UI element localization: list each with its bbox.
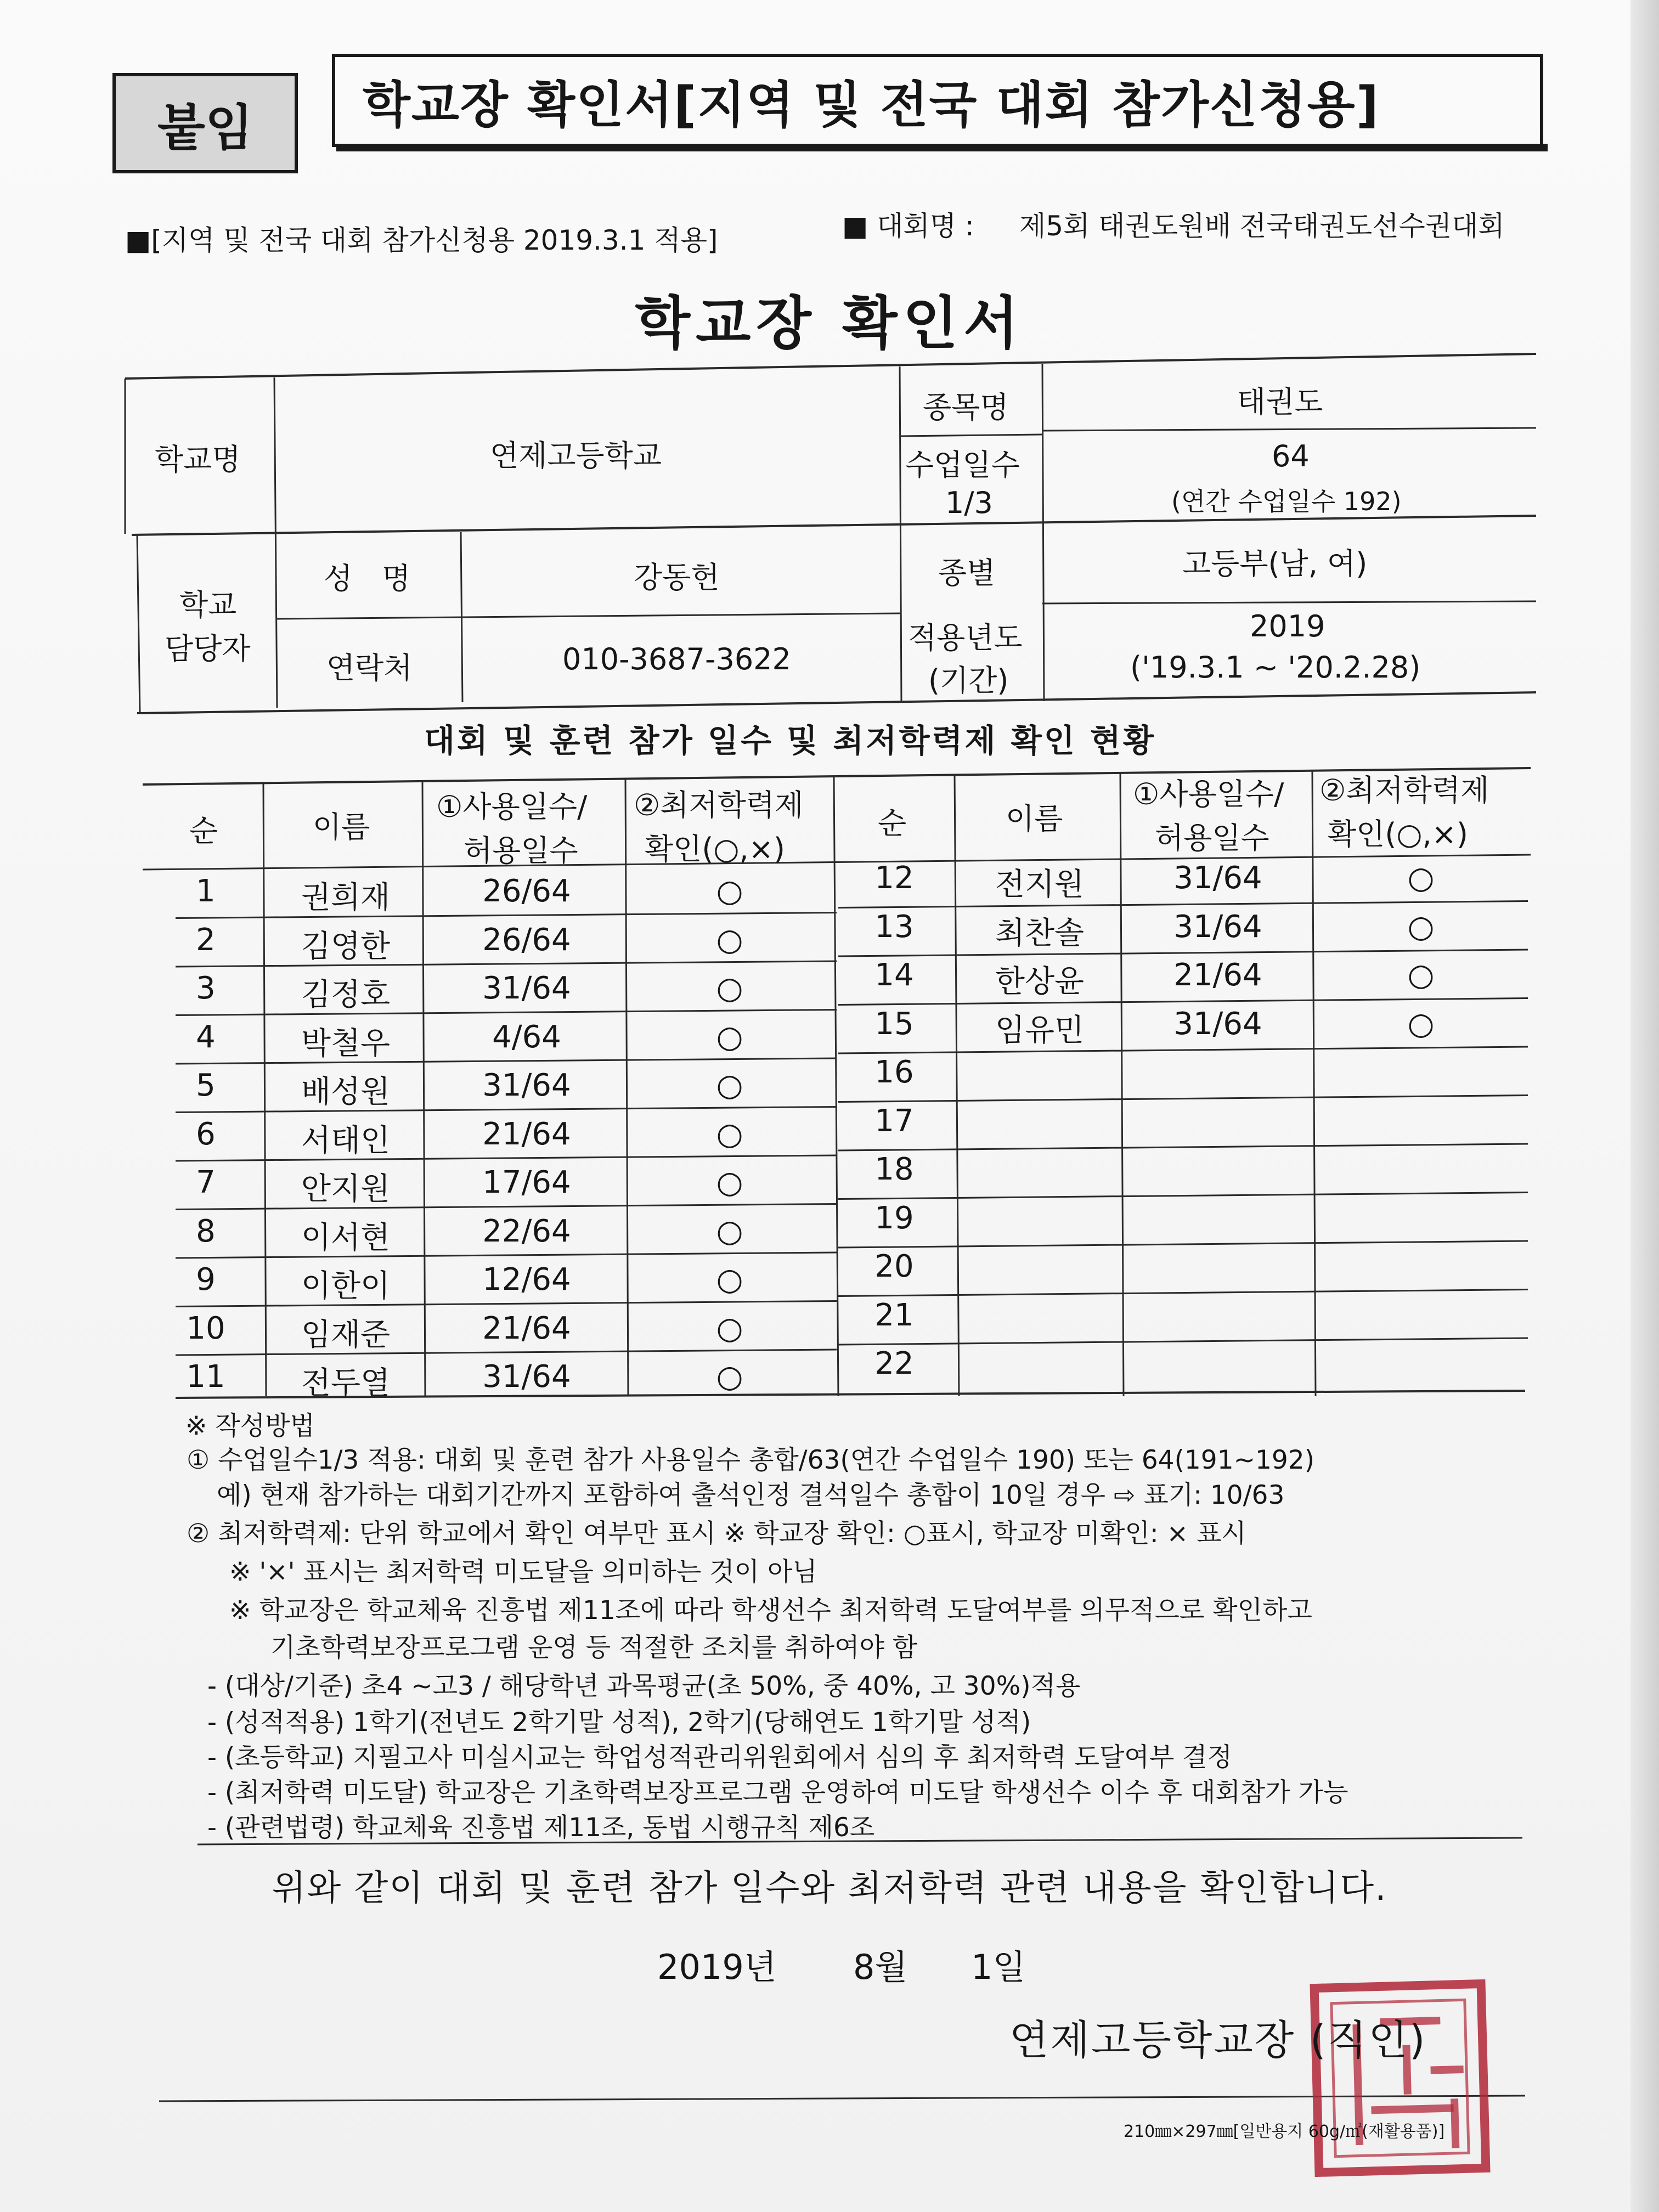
- event-name: 태권도: [1237, 385, 1323, 419]
- row-no: 9: [196, 1262, 216, 1297]
- signer: 연제고등학교장 (직인): [1009, 2017, 1427, 2064]
- row-days: 12/64: [482, 1262, 571, 1297]
- row-check: ○: [716, 1019, 743, 1055]
- paper-spec: 210㎜×297㎜[일반용지 60g/㎡(재활용품)]: [1124, 2122, 1445, 2141]
- contact-number: 010-3687-3622: [562, 642, 791, 676]
- row-check: ○: [716, 922, 743, 958]
- row-no: 17: [874, 1103, 914, 1139]
- school-name-label: 학교명: [155, 442, 241, 477]
- header-days-right-1: ①사용일수/: [1133, 777, 1284, 811]
- row-check: ○: [716, 1165, 743, 1200]
- row-no: 7: [196, 1165, 216, 1200]
- row-name: 한상윤: [995, 964, 1085, 1000]
- header-check-right-1: ②최저학력제: [1319, 773, 1489, 808]
- header-no-right: 순: [878, 806, 907, 840]
- row-days: 31/64: [482, 1359, 571, 1395]
- row-no: 22: [874, 1346, 914, 1381]
- row-name: 안지원: [301, 1171, 391, 1207]
- row-no: 16: [874, 1054, 914, 1090]
- info-left: ■[지역 및 전국 대회 참가신청용 2019.3.1 적용]: [125, 224, 718, 256]
- school-name: 연제고등학교: [490, 438, 662, 473]
- method-line: - (성적적용) 1학기(전년도 2학기말 성적), 2학기(당해연도 1학기말 성적): [207, 1707, 1031, 1737]
- row-no: 10: [186, 1310, 225, 1346]
- row-no: 15: [874, 1006, 914, 1042]
- method-line: - (최저학력 미도달) 학교장은 기초학력보장프로그램 운영하여 미도달 학생선수 이수 후 대회참가 가능: [207, 1778, 1348, 1808]
- row-days: 31/64: [1173, 1006, 1262, 1042]
- row-name: 임재준: [301, 1317, 391, 1353]
- competition-name: 제5회 태권도원배 전국태권도선수권대회: [1019, 210, 1505, 242]
- row-check: ○: [1407, 957, 1435, 993]
- method-line: ② 최저학력제: 단위 학교에서 확인 여부만 표시 ※ 학교장 확인: ○표시, 학교장 미확인: × 표시: [187, 1519, 1246, 1549]
- header-check-left-1: ②최저학력제: [634, 788, 804, 822]
- days-note: (연간 수업일수 192): [1171, 487, 1402, 516]
- row-check: ○: [716, 873, 743, 909]
- header-check-right-2: 확인(○,×): [1328, 817, 1468, 851]
- days-label-2: 1/3: [945, 486, 993, 520]
- row-check: ○: [716, 1213, 743, 1249]
- row-no: 6: [196, 1116, 216, 1152]
- row-no: 8: [196, 1213, 216, 1249]
- row-check: ○: [716, 1310, 743, 1346]
- row-days: 17/64: [482, 1165, 571, 1200]
- method-line: - (초등학교) 지필고사 미실시교는 학업성적관리위원회에서 심의 후 최저학력 도달여부 결정: [207, 1742, 1232, 1773]
- row-name: 이한이: [301, 1268, 391, 1304]
- attachment-tag-label: 붙임: [157, 99, 253, 157]
- row-check: ○: [1407, 860, 1435, 896]
- row-check: ○: [1407, 909, 1435, 945]
- row-no: 3: [196, 970, 216, 1006]
- year: 2019: [1250, 609, 1325, 644]
- division: 고등부(남, 여): [1182, 546, 1368, 581]
- manager-label-2: 담당자: [165, 631, 251, 666]
- days-value: 64: [1272, 439, 1310, 473]
- row-name: 서태인: [301, 1122, 391, 1159]
- row-days: 31/64: [482, 970, 571, 1006]
- row-check: ○: [716, 1359, 743, 1395]
- method-line: ※ '×' 표시는 최저학력 미도달을 의미하는 것이 아님: [229, 1557, 817, 1587]
- row-name: 최찬솔: [995, 915, 1085, 951]
- header-no-left: 순: [189, 814, 218, 848]
- method-line: 기초학력보장프로그램 운영 등 적절한 조치를 취하여야 함: [270, 1633, 918, 1663]
- method-line: - (대상/기준) 초4 ~고3 / 해당학년 과목평균(초 50%, 중 40%, 고 30%)적용: [207, 1671, 1081, 1701]
- row-check: ○: [716, 1262, 743, 1297]
- row-name: 김정호: [301, 977, 391, 1013]
- method-line: ① 수업일수1/3 적용: 대회 및 훈련 참가 사용일수 총합/63(연간 수업일수 190) 또는 64(191~192): [187, 1445, 1315, 1475]
- row-days: 26/64: [482, 922, 571, 958]
- row-no: 18: [874, 1152, 914, 1187]
- row-no: 20: [874, 1249, 914, 1284]
- date-month: 8월: [853, 1947, 908, 1987]
- row-no: 5: [196, 1068, 216, 1103]
- row-days: 21/64: [482, 1116, 571, 1152]
- row-days: 31/64: [1173, 860, 1262, 896]
- competition-label: ■ 대회명 :: [842, 210, 974, 242]
- header-check-left-2: 확인(○,×): [645, 832, 785, 866]
- row-no: 4: [196, 1019, 216, 1055]
- header-days-right-2: 허용일수: [1155, 821, 1269, 855]
- date-year: 2019년: [657, 1947, 777, 1987]
- method-line: ※ 학교장은 학교체육 진흥법 제11조에 따라 학생선수 최저학력 도달여부를 의무적으로 확인하고: [229, 1595, 1312, 1626]
- method-line: 예) 현재 참가하는 대회기간까지 포함하여 출석인정 결석일수 총합이 10일 경우 ⇨ 표기: 10/63: [217, 1480, 1285, 1510]
- row-name: 임유민: [995, 1012, 1085, 1048]
- manager-label-1: 학교: [179, 588, 237, 622]
- year-label-1: 적용년도: [908, 620, 1023, 655]
- row-name: 전두열: [301, 1365, 391, 1401]
- row-check: ○: [716, 1068, 743, 1103]
- row-no: 12: [874, 860, 914, 896]
- division-label: 종별: [938, 556, 996, 590]
- section-title: 대회 및 훈련 참가 일수 및 최저학력제 확인 현황: [424, 722, 1156, 759]
- row-days: 22/64: [482, 1213, 571, 1249]
- row-name: 전지원: [995, 867, 1085, 902]
- event-label: 종목명: [923, 390, 1009, 425]
- row-no: 14: [874, 957, 914, 993]
- row-no: 11: [186, 1359, 225, 1395]
- row-days: 31/64: [1173, 909, 1262, 945]
- method-line: - (관련법령) 학교체육 진흥법 제11조, 동법 시행규칙 제6조: [207, 1813, 875, 1843]
- header-days-left-2: 허용일수: [464, 833, 578, 868]
- header-days-left-1: ①사용일수/: [436, 789, 588, 824]
- row-days: 21/64: [1173, 957, 1262, 993]
- date-day: 1일: [971, 1947, 1026, 1987]
- row-no: 21: [874, 1297, 914, 1333]
- row-name: 배성원: [301, 1074, 391, 1110]
- row-name: 권희재: [301, 880, 391, 916]
- row-no: 19: [874, 1200, 914, 1236]
- row-no: 2: [196, 922, 216, 958]
- header-name-right: 이름: [1006, 802, 1063, 836]
- name-label: 성 명: [324, 561, 411, 596]
- days-label-1: 수업일수: [905, 448, 1020, 482]
- row-check: ○: [716, 1116, 743, 1152]
- confirmation-statement: 위와 같이 대회 및 훈련 참가 일수와 최저학력 관련 내용을 확인합니다.: [272, 1868, 1387, 1909]
- year-label-2: (기간): [928, 663, 1009, 698]
- row-check: ○: [716, 970, 743, 1006]
- row-name: 김영한: [301, 928, 391, 964]
- method-title: ※ 작성방법: [185, 1411, 315, 1441]
- document-title: 학교장 확인서: [635, 290, 1024, 357]
- header-title: 학교장 확인서[지역 및 전국 대회 참가신청용]: [363, 76, 1380, 134]
- contact-label: 연락처: [326, 651, 413, 685]
- header-name-left: 이름: [313, 810, 370, 844]
- row-days: 26/64: [482, 873, 571, 909]
- manager-name: 강동헌: [634, 560, 720, 595]
- row-name: 박철우: [301, 1025, 391, 1062]
- row-days: 4/64: [492, 1019, 561, 1055]
- period: ('19.3.1 ~ '20.2.28): [1130, 650, 1421, 685]
- row-days: 31/64: [482, 1068, 571, 1103]
- row-no: 13: [874, 909, 914, 945]
- row-no: 1: [196, 873, 216, 909]
- row-name: 이서현: [301, 1220, 391, 1256]
- row-check: ○: [1407, 1006, 1435, 1042]
- row-days: 21/64: [482, 1310, 571, 1346]
